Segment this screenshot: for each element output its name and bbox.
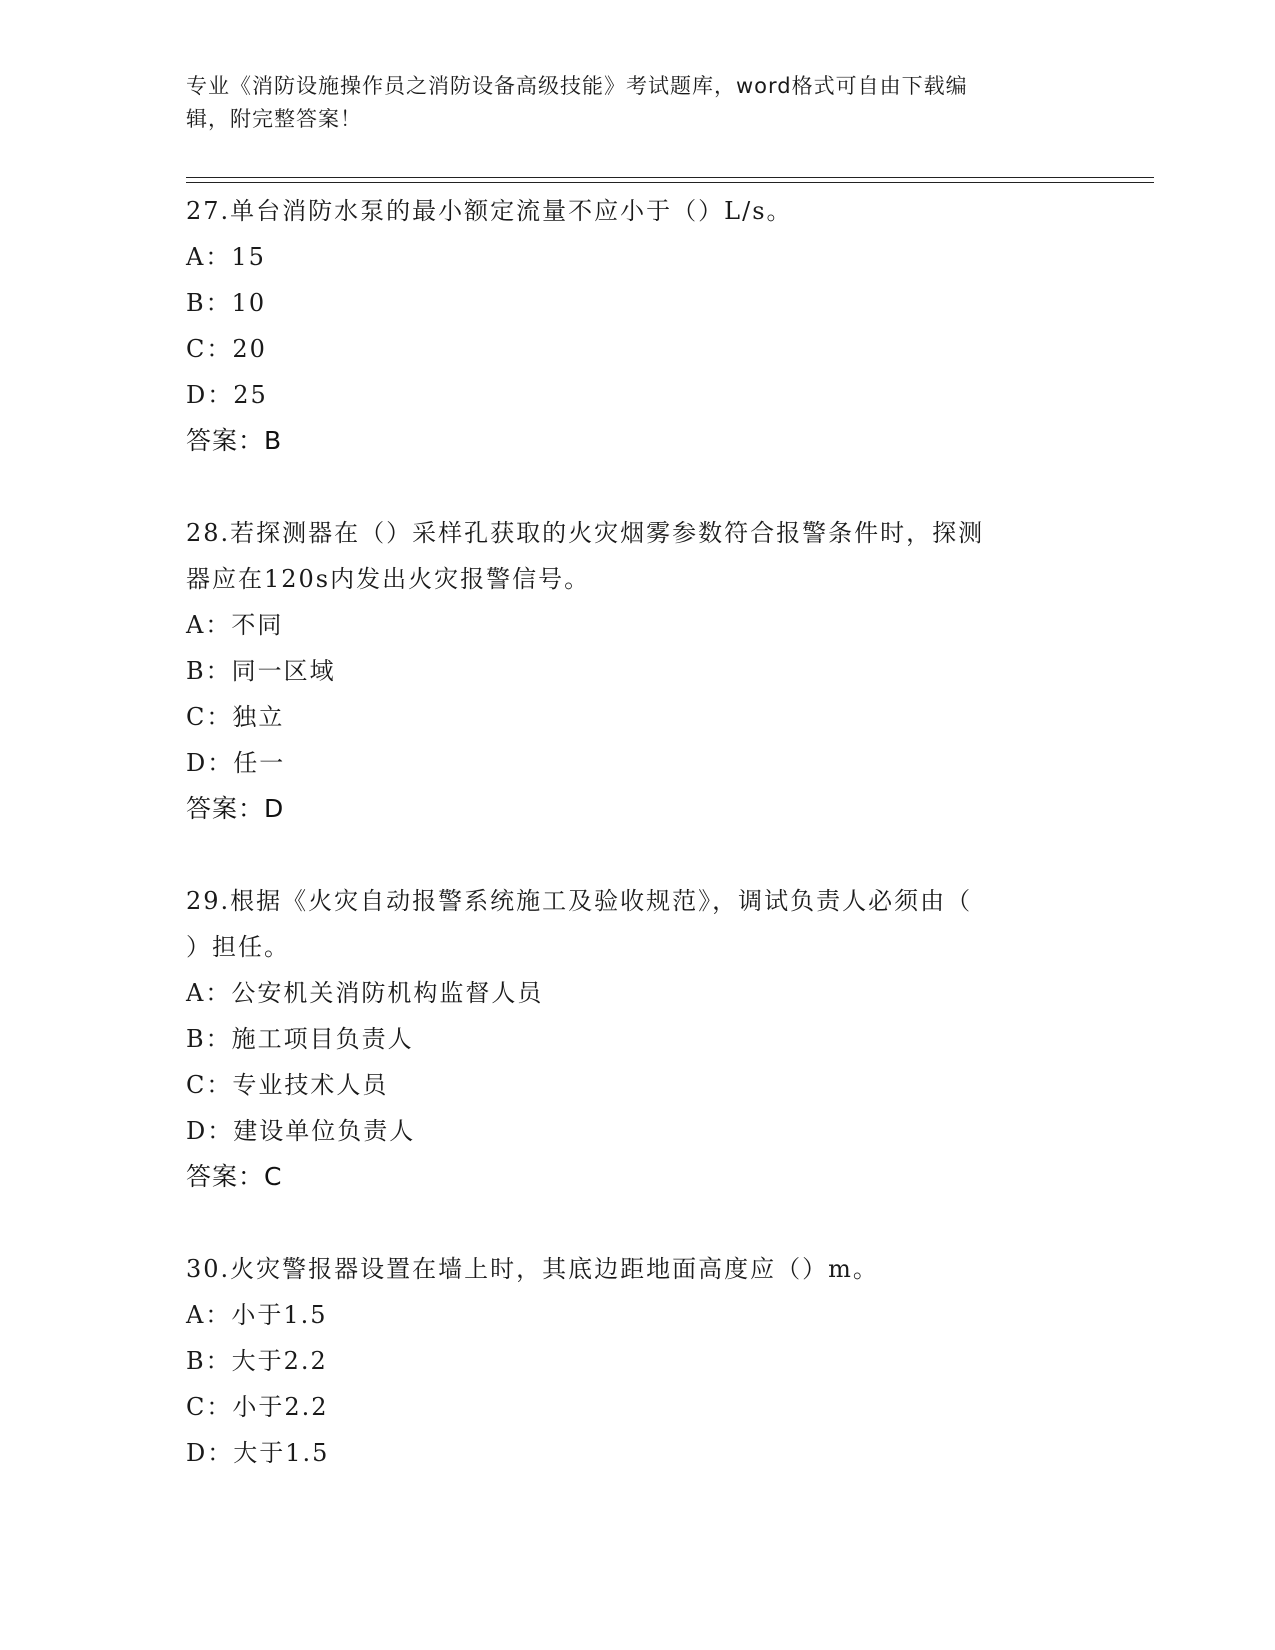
document-header [186, 70, 1076, 136]
question-30 [186, 1246, 1086, 1476]
option-d: D：任一 [186, 749, 286, 777]
header-divider-top [186, 177, 1154, 178]
answer-line: 答案：B [186, 426, 283, 455]
header-line-1: 专业《消防设施操作员之消防设备高级技能》考试题库，word格式可自由下载编 [186, 74, 968, 98]
option-a: A：公安机关消防机构监督人员 [186, 979, 544, 1007]
answer-line: 答案：C [186, 1162, 283, 1191]
option-c: C：20 [186, 335, 267, 363]
option-c: C：独立 [186, 703, 285, 731]
question-text-line-1: 28.若探测器在（）采样孔获取的火灾烟雾参数符合报警条件时，探测 [186, 519, 985, 547]
question-text: 27.单台消防水泵的最小额定流量不应小于（）L/s。 [186, 197, 793, 225]
option-b: B：施工项目负责人 [186, 1025, 414, 1053]
question-27 [186, 188, 1086, 464]
question-28 [186, 510, 1086, 832]
question-text: 30.火灾警报器设置在墙上时，其底边距地面高度应（）m。 [186, 1255, 879, 1283]
question-text-line-2: 器应在120s内发出火灾报警信号。 [186, 565, 591, 593]
option-b: B：大于2.2 [186, 1347, 328, 1375]
question-text-line-1: 29.根据《火灾自动报警系统施工及验收规范》，调试负责人必须由（ [186, 887, 973, 915]
option-b: B：10 [186, 289, 267, 317]
option-a: A：不同 [186, 611, 284, 639]
header-divider-bottom [186, 182, 1154, 183]
option-b: B：同一区域 [186, 657, 336, 685]
option-d: D：建设单位负责人 [186, 1117, 416, 1145]
answer-line: 答案：D [186, 794, 285, 823]
option-c: C：专业技术人员 [186, 1071, 389, 1099]
question-29 [186, 878, 1086, 1200]
option-a: A：15 [186, 243, 266, 271]
option-d: D：25 [186, 381, 268, 409]
question-text-line-2: ）担任。 [186, 933, 290, 961]
option-d: D：大于1.5 [186, 1439, 330, 1467]
question-list [186, 188, 1086, 1522]
header-line-2: 辑，附完整答案！ [186, 107, 362, 131]
option-c: C：小于2.2 [186, 1393, 329, 1421]
option-a: A：小于1.5 [186, 1301, 328, 1329]
